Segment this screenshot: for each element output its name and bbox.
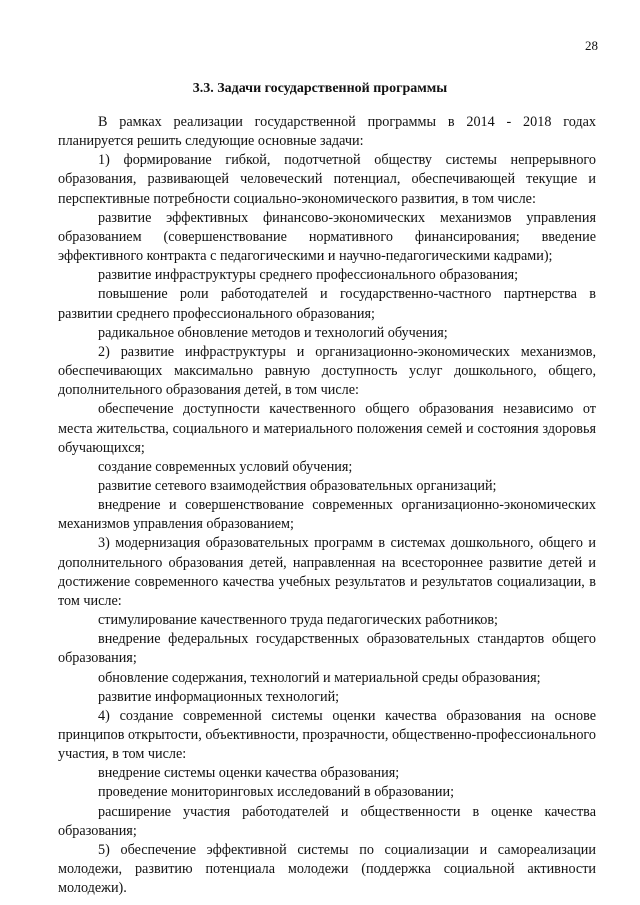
paragraph: создание современных условий обучения; (98, 458, 353, 475)
paragraph: повышение роли работодателей и государственно-частного партнерства в развитии среднего профессионального образования; (58, 286, 596, 322)
paragraph: внедрение и совершенствование современных организационно-экономических механизмов управления образованием; (58, 497, 596, 533)
paragraph: развитие эффективных финансово-экономических механизмов управления образованием (совершенствование нормативного финансирования; введение эффективного контракта с педагогическими и научно-педагогическими кадрами); (58, 209, 596, 265)
paragraph: внедрение системы оценки качества образования; (98, 765, 400, 782)
paragraph: В рамках реализации государственной программы в 2014 - 2018 годах планируется решить следующие основные задачи: (58, 114, 596, 150)
paragraph: 1) формирование гибкой, подотчетной обществу системы непрерывного образования, развивающей человеческий потенциал, обеспечивающей текущие и перспективные потребности социально-экономического развития, в том числе: (58, 152, 596, 207)
page-number: 28 (585, 38, 598, 53)
paragraph: радикальное обновление методов и технологий обучения; (98, 324, 448, 341)
paragraph: обновление содержания, технологий и материальной среды образования; (98, 669, 541, 686)
paragraph: расширение участия работодателей и общественности в оценке качества образования; (58, 803, 596, 839)
paragraph: обеспечение доступности качественного общего образования независимо от места жительства, социального и материального положения семей и состояния здоровья обучающихся; (58, 401, 596, 456)
paragraph: стимулирование качественного труда педагогических работников; (98, 612, 498, 629)
paragraph: развитие сетевого взаимодействия образовательных организаций; (98, 477, 497, 494)
paragraph: 4) создание современной системы оценки качества образования на основе принципов открытости, объективности, прозрачности, общественно-профессионального участия, в том числе: (58, 707, 596, 763)
paragraph: внедрение федеральных государственных образовательных стандартов общего образования; (58, 631, 596, 667)
paragraph: 2) развитие инфраструктуры и организационно-экономических механизмов, обеспечивающих максимально равную доступность услуг дошкольного, общего, дополнительного образования детей, в том числе: (58, 343, 596, 399)
paragraph: развитие информационных технологий; (98, 688, 340, 705)
paragraph: развитие инфраструктуры среднего профессионального образования; (98, 267, 519, 284)
body-text (58, 113, 596, 898)
paragraph: 3) модернизация образовательных программ в системах дошкольного, общего и дополнительного образования детей, направленная на всестороннее развитие детей и достижение современного качества учебных результатов и результатов социализации, в том числе: (58, 535, 596, 609)
section-heading: 3.3. Задачи государственной программы (192, 81, 448, 96)
paragraph: проведение мониторинговых исследований в образовании; (98, 784, 455, 801)
paragraph: 5) обеспечение эффективной системы по социализации и самореализации молодежи, развитию потенциала молодежи (поддержка социальной активности молодежи). (58, 841, 596, 897)
